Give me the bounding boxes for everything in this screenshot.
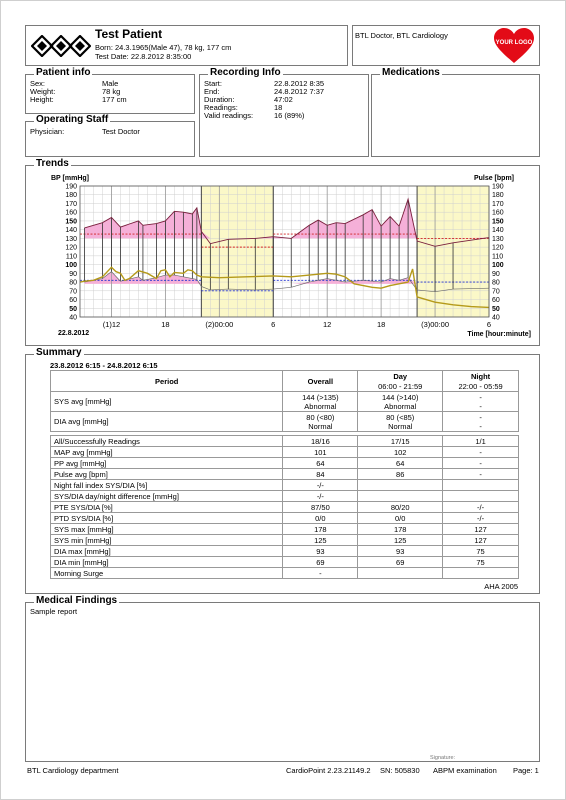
x-tick-label: 18 (161, 320, 170, 329)
summary-night: 1/1 (443, 436, 519, 447)
test-date: Test Date: 22.8.2012 8:35:00 (95, 52, 192, 61)
summary-night: 127 (443, 524, 519, 535)
summary-night (443, 480, 519, 491)
summary-night: - (443, 469, 519, 480)
x-date-label: 22.8.2012 (58, 330, 90, 337)
y-tick-label-right: 40 (492, 314, 500, 322)
y-tick-label-right: 110 (492, 253, 504, 261)
summary-label: PTD SYS/DIA [%] (51, 513, 283, 524)
summary-label: SYS min [mmHg] (51, 535, 283, 546)
summary-row (51, 568, 519, 579)
medications-box (371, 67, 540, 157)
y-tick-label-right: 170 (492, 200, 504, 208)
y-tick-label-left: 120 (65, 244, 77, 252)
patient-info-label: Height: (30, 95, 54, 104)
patient-info-label: Weight: (30, 87, 56, 96)
summary-day: 125 (358, 535, 443, 546)
operating-staff-box (25, 114, 195, 157)
y-tick-label-right: 90 (492, 270, 500, 278)
summary-overall: 93 (283, 546, 358, 557)
summary-night: - (443, 447, 519, 458)
x-tick-label: 6 (271, 320, 276, 329)
summary-value (283, 412, 358, 432)
heart-logo-icon (493, 27, 535, 65)
trends-chart (26, 166, 539, 345)
x-tick-label: 18 (376, 320, 386, 329)
summary-overall: 125 (283, 535, 358, 546)
summary-night (443, 568, 519, 579)
summary-row (51, 546, 519, 557)
summary-day: 0/0 (358, 513, 443, 524)
summary-value-status: Normal (308, 421, 333, 431)
summary-night: 127 (443, 535, 519, 546)
physician-label: Physician: (30, 127, 65, 136)
summary-overall: 101 (283, 447, 358, 458)
summary-day: 86 (358, 469, 443, 480)
patient-info-value: 177 cm (102, 95, 127, 104)
recording-info-box (199, 67, 369, 157)
y-tick-label-right: 60 (492, 297, 500, 305)
findings-text: Sample report (30, 607, 78, 616)
col-overall: Overall (283, 371, 358, 392)
summary-day: 64 (358, 458, 443, 469)
summary-value (443, 412, 519, 432)
y-tick-label-left: 180 (65, 192, 77, 200)
patient-info-value: 78 kg (102, 87, 121, 96)
summary-overall: -/- (283, 491, 358, 502)
summary-overall: 84 (283, 469, 358, 480)
summary-label: PTE SYS/DIA [%] (51, 502, 283, 513)
trends-box (25, 158, 540, 346)
summary-value-main: - (479, 392, 482, 402)
summary-night: -/- (443, 513, 519, 524)
header-patient-box (25, 25, 348, 66)
col-night: Night (443, 371, 519, 382)
summary-label: SYS/DIA day/night difference [mmHg] (51, 491, 283, 502)
findings-box (25, 595, 540, 762)
y-tick-label-left: 70 (69, 288, 77, 296)
summary-period: 23.8.2012 6:15 - 24.8.2012 6:15 (50, 361, 158, 370)
summary-label: Night fall index SYS/DIA [%] (51, 480, 283, 491)
findings-title: Medical Findings (36, 595, 118, 606)
x-tick-label: (3)00:00 (421, 320, 450, 329)
summary-value (358, 392, 443, 412)
summary-row (51, 524, 519, 535)
summary-day: 69 (358, 557, 443, 568)
recording-info-label: Start: (204, 79, 222, 88)
summary-row (51, 436, 519, 447)
medications-title: Medications (382, 67, 440, 78)
summary-value (358, 412, 443, 432)
trends-title: Trends (36, 158, 69, 169)
y-tick-label-right: 160 (492, 209, 504, 217)
y-tick-label-left: 140 (65, 227, 77, 235)
summary-row (51, 491, 519, 502)
y-tick-label-left: 190 (65, 183, 77, 191)
summary-value-main: - (479, 412, 482, 422)
summary-row (51, 458, 519, 469)
summary-night: - (443, 458, 519, 469)
patient-info-title: Patient info (36, 67, 91, 78)
summary-header-row (51, 371, 519, 382)
y-axis-label-right: Pulse [bpm] (473, 175, 514, 182)
summary-row (51, 535, 519, 546)
summary-label: SYS max [mmHg] (51, 524, 283, 535)
summary-night (443, 491, 519, 502)
summary-label: SYS avg [mmHg] (51, 392, 283, 412)
summary-value (443, 392, 519, 412)
summary-label: DIA min [mmHg] (51, 557, 283, 568)
summary-label: DIA max [mmHg] (51, 546, 283, 557)
summary-row (51, 557, 519, 568)
btl-logo (31, 35, 91, 57)
patient-name: Test Patient (95, 27, 163, 41)
summary-overall: 87/50 (283, 502, 358, 513)
summary-row (51, 412, 519, 432)
recording-info-value: 16 (89%) (274, 111, 305, 120)
summary-day (358, 568, 443, 579)
y-tick-label-left: 110 (65, 253, 77, 261)
x-tick-label: (1)12 (102, 320, 121, 329)
col-period: Period (51, 371, 283, 392)
summary-value-status: Abnormal (384, 401, 417, 411)
summary-day: 178 (358, 524, 443, 535)
summary-value-main: 144 (>135) (302, 392, 339, 402)
summary-value-status: - (479, 421, 482, 431)
footer-software: CardioPoint 2.23.21149.2 (286, 766, 371, 775)
summary-title: Summary (36, 347, 82, 358)
y-tick-label-left: 60 (69, 297, 77, 305)
y-axis-label-left: BP [mmHg] (51, 175, 89, 182)
y-tick-label-left: 170 (65, 200, 77, 208)
summary-row (51, 513, 519, 524)
summary-value-status: Normal (388, 421, 413, 431)
recording-info-value: 24.8.2012 7:37 (274, 87, 325, 96)
header-doctor-box (352, 25, 540, 66)
footer-page: Page: 1 (513, 766, 539, 775)
y-tick-label-right: 150 (492, 218, 504, 226)
recording-info-value: 22.8.2012 8:35 (274, 79, 325, 88)
y-tick-label-right: 180 (492, 192, 504, 200)
footer-serial: SN: 505830 (380, 766, 420, 775)
summary-overall: 69 (283, 557, 358, 568)
summary-row (51, 392, 519, 412)
patient-info-value: Male (102, 79, 119, 88)
summary-label: All/Successfully Readings (51, 436, 283, 447)
y-tick-label-left: 50 (69, 305, 77, 313)
summary-day: 17/15 (358, 436, 443, 447)
recording-info-label: Readings: (204, 103, 238, 112)
y-tick-label-right: 100 (492, 262, 504, 270)
recording-info-label: Valid readings: (204, 111, 254, 120)
summary-value-status: - (479, 401, 482, 411)
y-tick-label-right: 50 (492, 305, 500, 313)
operating-staff-title: Operating Staff (36, 114, 109, 125)
summary-value-main: 144 (>140) (381, 392, 419, 402)
summary-row (51, 480, 519, 491)
y-tick-label-left: 100 (65, 262, 77, 270)
summary-value-main: 80 (<80) (306, 412, 335, 422)
summary-label: PP avg [mmHg] (51, 458, 283, 469)
y-tick-label-left: 130 (65, 235, 77, 243)
footer-exam: ABPM examination (433, 766, 497, 775)
patient-born: Born: 24.3.1965(Male 47), 78 kg, 177 cm (95, 43, 232, 52)
recording-info-value: 18 (274, 103, 283, 112)
physician-value: Test Doctor (102, 127, 140, 136)
summary-label: Pulse avg [bpm] (51, 469, 283, 480)
summary-footnote: AHA 2005 (484, 582, 518, 591)
signature-label: Signature: (430, 755, 456, 761)
col-night-time: 22:00 - 05:59 (443, 381, 519, 392)
y-tick-label-left: 80 (69, 279, 77, 287)
summary-day: 80/20 (358, 502, 443, 513)
summary-day (358, 491, 443, 502)
recording-info-label: End: (204, 87, 220, 96)
x-tick-label: 6 (486, 320, 492, 329)
summary-label: DIA avg [mmHg] (51, 412, 283, 432)
summary-box (25, 347, 540, 594)
x-tick-label: 12 (323, 320, 332, 329)
y-tick-label-left: 150 (65, 218, 77, 226)
summary-day: 102 (358, 447, 443, 458)
patient-info-box (25, 67, 195, 114)
summary-overall: 64 (283, 458, 358, 469)
summary-value-status: Abnormal (304, 401, 337, 411)
recording-info-value: 47:02 (274, 95, 293, 104)
y-tick-label-right: 120 (492, 244, 504, 252)
summary-label: MAP avg [mmHg] (51, 447, 283, 458)
recording-info-title: Recording Info (210, 67, 281, 78)
summary-row (51, 469, 519, 480)
summary-overall: -/- (283, 480, 358, 491)
summary-night: -/- (443, 502, 519, 513)
summary-day: 93 (358, 546, 443, 557)
summary-row (51, 447, 519, 458)
summary-overall: 0/0 (283, 513, 358, 524)
summary-table (50, 370, 519, 579)
summary-overall: - (283, 568, 358, 579)
summary-row (51, 502, 519, 513)
y-tick-label-right: 140 (492, 227, 504, 235)
summary-night: 75 (443, 557, 519, 568)
doctor-name: BTL Doctor, BTL Cardiology (355, 31, 448, 40)
footer-department: BTL Cardiology department (27, 766, 119, 775)
col-day-time: 06:00 - 21:59 (358, 381, 443, 392)
y-tick-label-right: 130 (492, 235, 504, 243)
y-tick-label-left: 160 (65, 209, 77, 217)
summary-value (283, 392, 358, 412)
y-tick-label-left: 90 (69, 270, 77, 278)
x-tick-label: (2)00:00 (205, 320, 234, 329)
y-tick-label-left: 40 (69, 314, 77, 322)
summary-night: 75 (443, 546, 519, 557)
your-logo-text: YOUR LOGO (495, 40, 533, 46)
x-axis-label: Time [hour:minute] (467, 331, 531, 338)
summary-overall: 178 (283, 524, 358, 535)
y-tick-label-right: 80 (492, 279, 500, 287)
summary-day (358, 480, 443, 491)
y-tick-label-right: 190 (492, 183, 504, 191)
summary-label: Morning Surge (51, 568, 283, 579)
y-tick-label-right: 70 (492, 288, 500, 296)
recording-info-label: Duration: (204, 95, 235, 104)
summary-value-main: 80 (<85) (386, 412, 415, 422)
patient-info-label: Sex: (30, 79, 46, 88)
summary-overall: 18/16 (283, 436, 358, 447)
col-day: Day (358, 371, 443, 382)
